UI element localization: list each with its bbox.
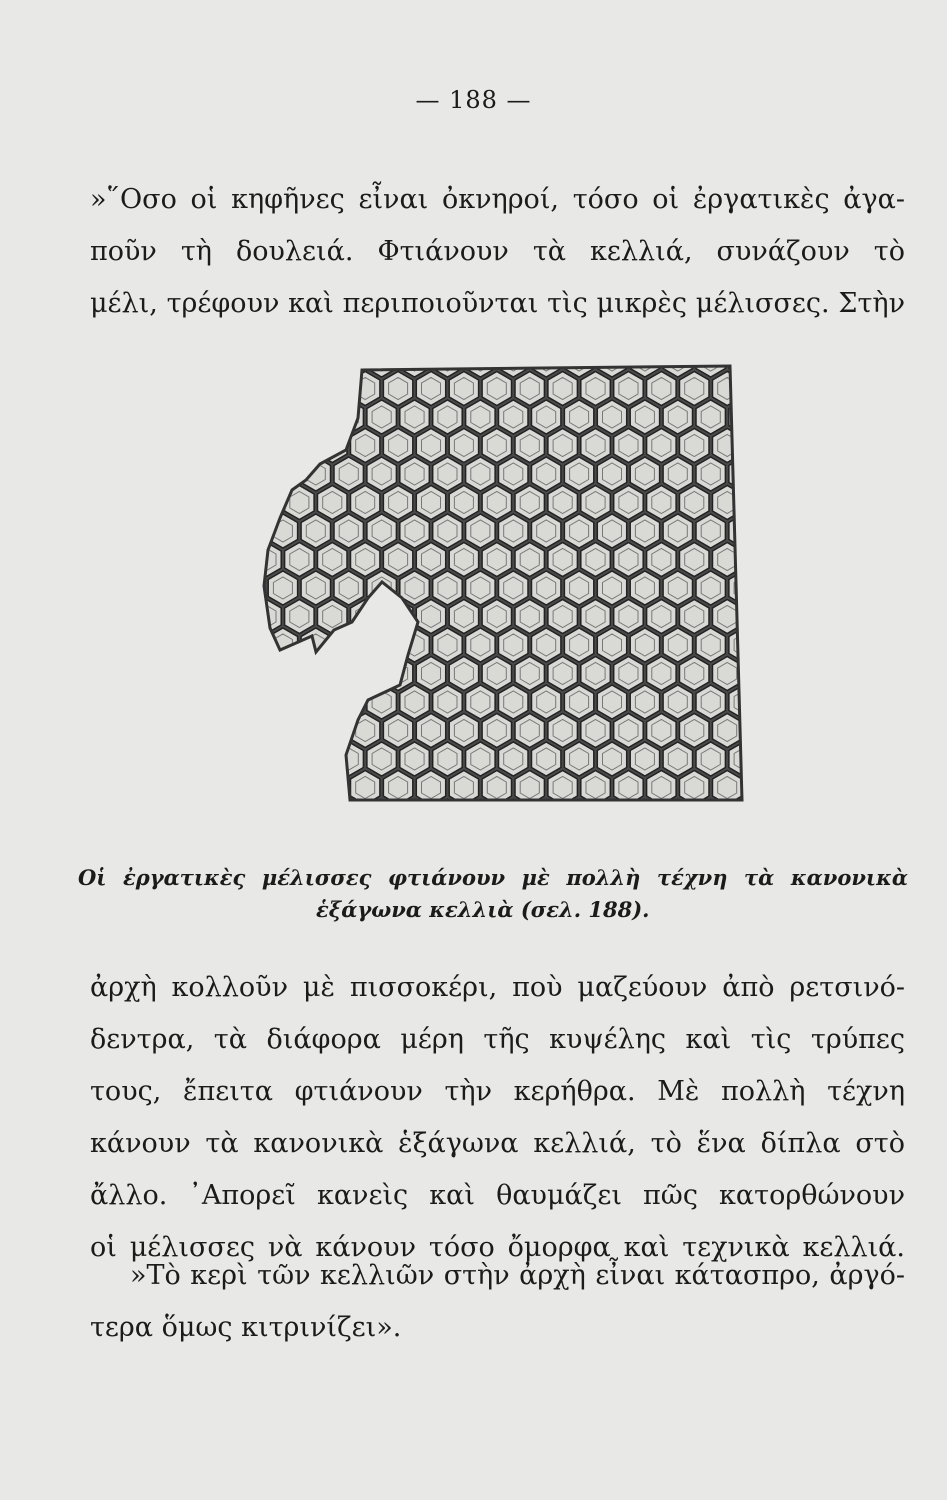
caption-line: Οἱ ἐργατικὲς μέλισσες φτιάνουν μὲ πολλὴ τέχνη τὰ κανονικὰ xyxy=(78,865,908,890)
figure-caption xyxy=(78,862,908,926)
text-line: κάνουν τὰ κανονικὰ ἑξάγωνα κελλιά, τὸ ἕνα δίπλα στὸ xyxy=(90,1128,905,1159)
paragraph-1 xyxy=(90,174,905,330)
text-line: »῞Οσο οἱ κηφῆνες εἶναι ὀκνηροί, τόσο οἱ ἐργατικὲς ἀγα- xyxy=(90,184,905,215)
text-line: μέλι, τρέφουν καὶ περιποιοῦνται τὶς μικρὲς μέλισσες. Στὴν xyxy=(90,288,905,319)
text-line: ποῦν τὴ δουλειά. Φτιάνουν τὰ κελλιά, συνάζουν τὸ xyxy=(90,236,905,267)
text-line: »Τὸ κερὶ τῶν κελλιῶν στὴν ἀρχὴ εἶναι κάτασπρο, ἀργό- xyxy=(130,1260,905,1291)
text-line: τερα ὅμως κιτρινίζει». xyxy=(90,1312,402,1343)
text-line: ἀρχὴ κολλοῦν μὲ πισσοκέρι, ποὺ μαζεύουν ἀπὸ ρετσινό- xyxy=(90,972,905,1003)
text-line: δεντρα, τὰ διάφορα μέρη τῆς κυψέλης καὶ τὶς τρύπες xyxy=(90,1024,905,1055)
honeycomb-illustration-icon xyxy=(250,360,750,810)
paragraph-3 xyxy=(90,1250,905,1354)
page-number: — 188 — xyxy=(415,86,532,114)
text-line: τους, ἔπειτα φτιάνουν τὴν κερήθρα. Μὲ πολλὴ τέχνη xyxy=(90,1076,905,1107)
paragraph-2 xyxy=(90,962,905,1274)
text-line: ἄλλο. ᾿Απορεῖ κανεὶς καὶ θαυμάζει πῶς κατορθώνουν xyxy=(90,1180,905,1211)
text-line: οἱ μέλισσες νὰ κάνουν τόσο ὄμορφα καὶ τεχνικὰ κελλιά. xyxy=(90,1232,905,1263)
caption-line: ἑξάγωνα κελλιὰ (σελ. 188). xyxy=(316,897,650,922)
